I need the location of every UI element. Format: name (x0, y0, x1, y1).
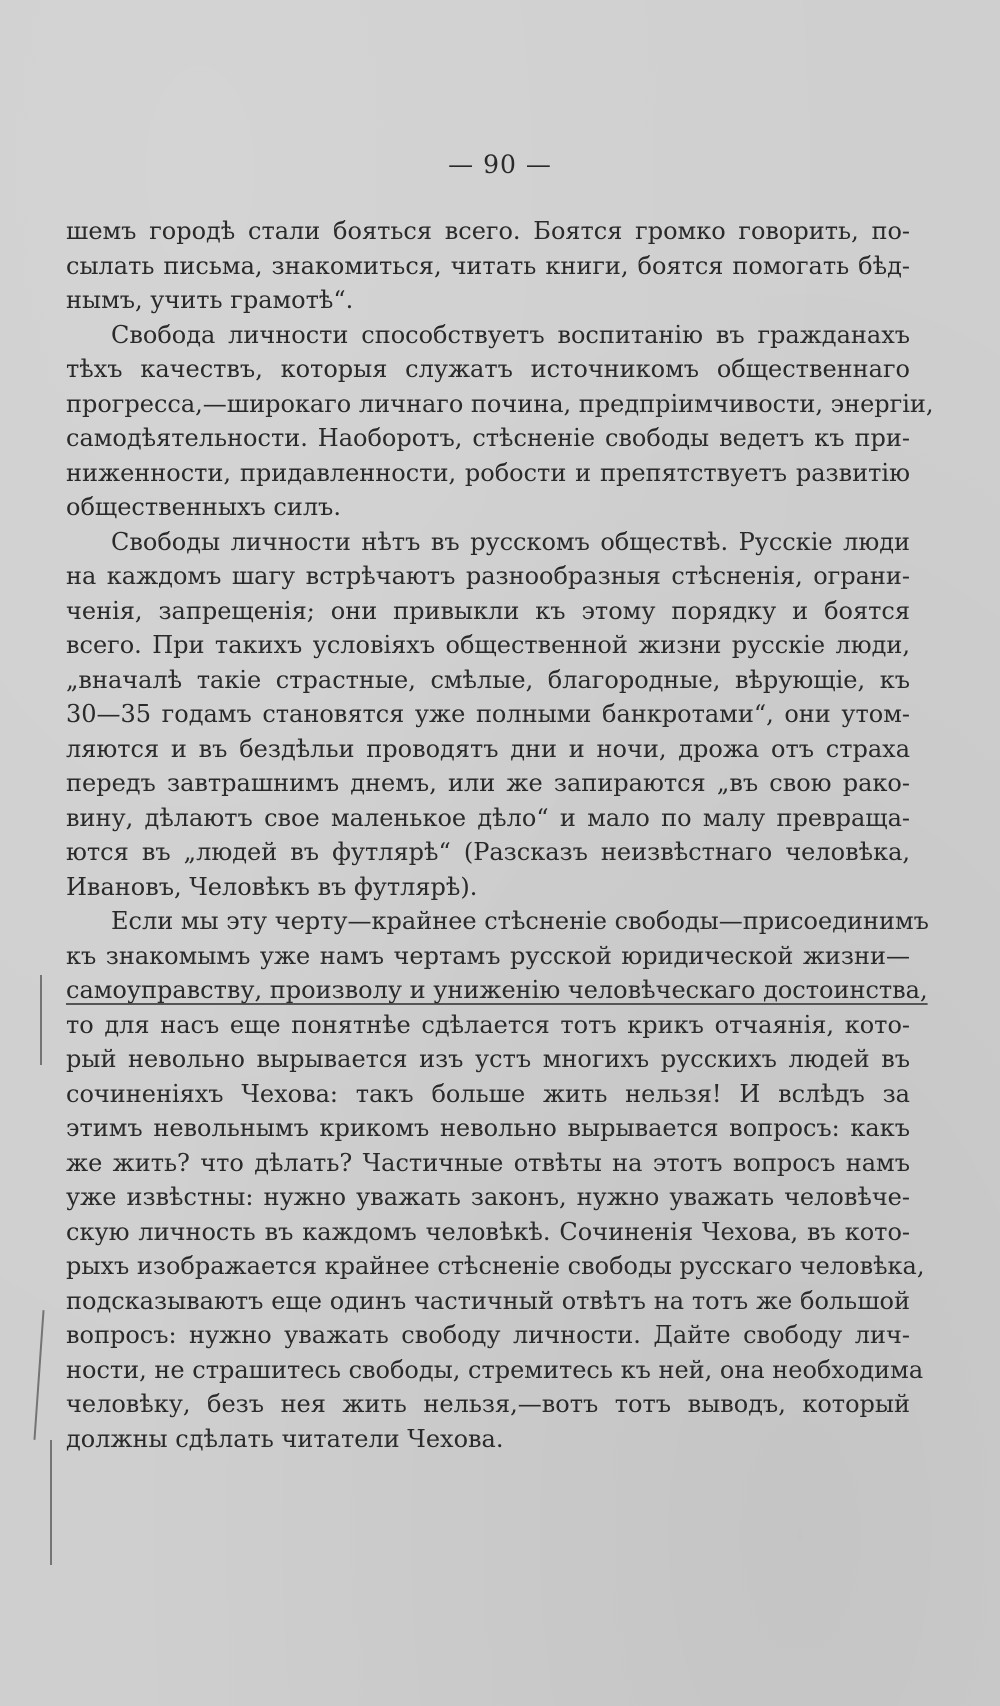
text-line: передъ завтрашнимъ днемъ, или же запираются „въ свою рако- (66, 769, 910, 797)
text-line: самодѣятельности. Наоборотъ, стѣсненіе свободы ведетъ къ при- (66, 424, 910, 452)
text-line: ляются и въ бездѣльи проводятъ дни и ночи, дрожа отъ страха (66, 734, 910, 763)
underlined-text-line: самоуправству, произволу и униженію человѣческаго достоинства, (66, 976, 928, 1004)
text-line: ности, не страшитесь свободы, стремитесь къ ней, она необходима (66, 1355, 924, 1384)
text-line: тѣхъ качествъ, которыя служатъ источникомъ общественнаго (66, 355, 910, 383)
margin-pencil-mark (50, 1440, 52, 1565)
paragraph (66, 904, 929, 1456)
text-line: Если мы эту черту—крайнее стѣсненіе свободы—присоединимъ (111, 907, 929, 935)
text-line: ниженности, придавленности, робости и препятствуетъ развитію (66, 458, 910, 487)
margin-pencil-mark (40, 975, 42, 1065)
text-line: ются въ „людей въ футлярѣ“ (Разсказъ неизвѣстнаго человѣка, (66, 838, 910, 866)
text-line: вину, дѣлаютъ свое маленькое дѣло“ и мало по малу превраща- (66, 803, 910, 832)
text-line: шемъ городѣ стали бояться всего. Боятся громко говорить, по- (66, 217, 910, 245)
margin-pencil-mark (33, 1310, 44, 1440)
text-line: нымъ, учить грамотѣ“. (66, 286, 354, 314)
text-line: человѣку, безъ нея жить нельзя,—вотъ тотъ выводъ, который (66, 1390, 910, 1418)
text-line: ченія, запрещенія; они привыкли къ этому порядку и боятся (66, 596, 910, 625)
text-line: 30—35 годамъ становятся уже полными банкротами“, они утом- (66, 700, 910, 728)
text-line: къ знакомымъ уже намъ чертамъ русской юридической жизни— (66, 941, 910, 970)
text-line: сылать письма, знакомиться, читать книги, боятся помогать бѣд- (66, 251, 910, 280)
body-text (66, 214, 934, 1456)
paragraph (66, 318, 934, 525)
text-line: рыхъ изображается крайнее стѣсненіе свободы русскаго человѣка, (66, 1252, 925, 1280)
text-line: Ивановъ, Человѣкъ въ футлярѣ). (66, 872, 478, 901)
text-line: прогресса,—широкаго личнаго почина, предпріимчивости, энергіи, (66, 389, 934, 418)
page-number: — 90 — (448, 150, 552, 179)
text-line: скую личность въ каждомъ человѣкѣ. Сочиненія Чехова, въ кото- (66, 1217, 910, 1246)
text-line: Свобода личности способствуетъ воспитанію въ гражданахъ (111, 320, 910, 349)
text-line: подсказываютъ еще одинъ частичный отвѣтъ на тотъ же большой (66, 1286, 910, 1315)
text-line: всего. При такихъ условіяхъ общественной жизни русскіе люди, (66, 631, 910, 659)
text-line: рый невольно вырывается изъ устъ многихъ русскихъ людей въ (66, 1045, 910, 1073)
text-line: на каждомъ шагу встрѣчаютъ разнообразныя стѣсненія, ограни- (66, 562, 910, 590)
text-line: этимъ невольнымъ крикомъ невольно вырывается вопросъ: какъ (66, 1114, 910, 1142)
text-line: уже извѣстны: нужно уважать законъ, нужно уважать человѣче- (66, 1183, 910, 1211)
text-line: же жить? что дѣлать? Частичные отвѣты на этотъ вопросъ намъ (66, 1148, 910, 1177)
text-line: вопросъ: нужно уважать свободу личности. Дайте свободу лич- (66, 1321, 910, 1349)
paragraph (66, 214, 910, 318)
text-line: Свободы личности нѣтъ въ русскомъ обществѣ. Русскіе люди (111, 527, 910, 556)
text-line: то для насъ еще понятнѣе сдѣлается тотъ крикъ отчаянія, кото- (66, 1010, 910, 1039)
text-line: должны сдѣлать читатели Чехова. (66, 1424, 504, 1453)
text-line: „вначалѣ такіе страстные, смѣлые, благородные, вѣрующіе, къ (66, 665, 910, 694)
text-line: общественныхъ силъ. (66, 493, 341, 521)
paragraph (66, 525, 910, 905)
text-line: сочиненіяхъ Чехова: такъ больше жить нельзя! И вслѣдъ за (66, 1079, 910, 1108)
